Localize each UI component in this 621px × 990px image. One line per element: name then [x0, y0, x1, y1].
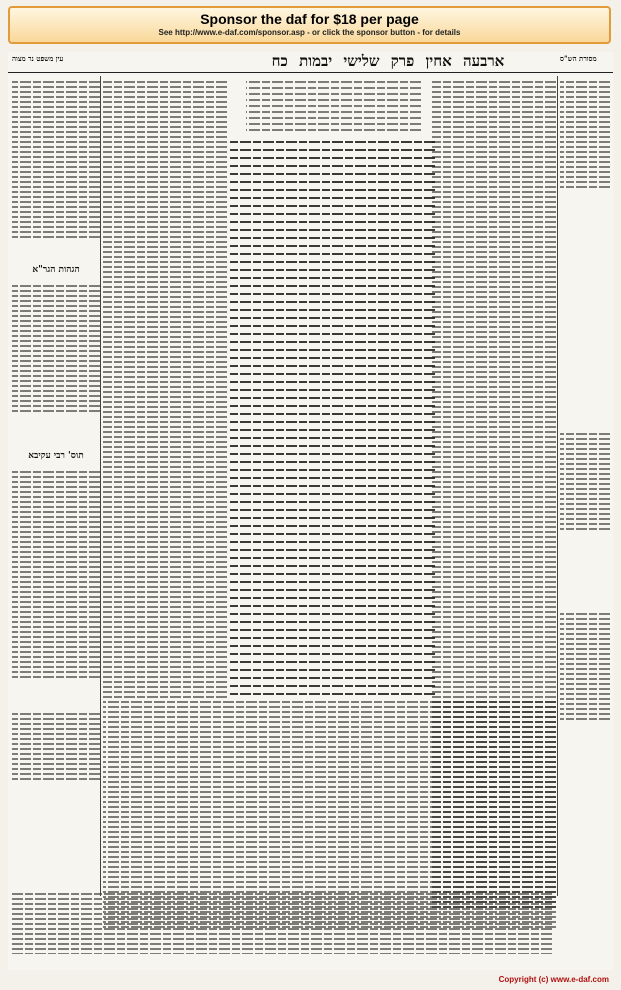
sponsor-banner[interactable] [8, 6, 611, 44]
sponsor-banner-subtitle[interactable]: See http://www.e-daf.com/sponsor.asp - or click the sponsor button - for details [158, 28, 461, 37]
gemara-text-block [230, 140, 435, 695]
margin-right-notes-block-lower [560, 612, 610, 722]
rabbi-akiva-block [12, 470, 100, 680]
margin-left-notes-block [12, 712, 100, 782]
header-rule [8, 72, 613, 73]
footnotes-block [12, 892, 552, 954]
masoret-hashas-block [560, 80, 610, 190]
ein-mishpat-block [12, 80, 100, 240]
copyright-link[interactable]: Copyright (c) www.e-daf.com [498, 975, 609, 984]
tosafot-commentary-block [103, 80, 227, 700]
column-divider [100, 76, 101, 896]
hagahot-block [12, 284, 100, 412]
margin-heading-hagahot: הגהות הגר"א [32, 265, 80, 275]
page-header-left: עין משפט נר מצוה [12, 54, 64, 63]
gemara-opening-block [246, 80, 421, 135]
sponsor-banner-title: Sponsor the daf for $18 per page [200, 11, 419, 27]
page-header-right: מסורת הש"ס [560, 54, 597, 63]
margin-heading-rabbi-akiva: תוס' רבי עקיבא [28, 451, 84, 461]
talmud-page [8, 52, 613, 970]
page-header-title: ארבעה אחין פרק שלישי יבמות כח [271, 52, 505, 70]
margin-right-notes-block [560, 432, 610, 532]
column-divider [557, 76, 558, 896]
